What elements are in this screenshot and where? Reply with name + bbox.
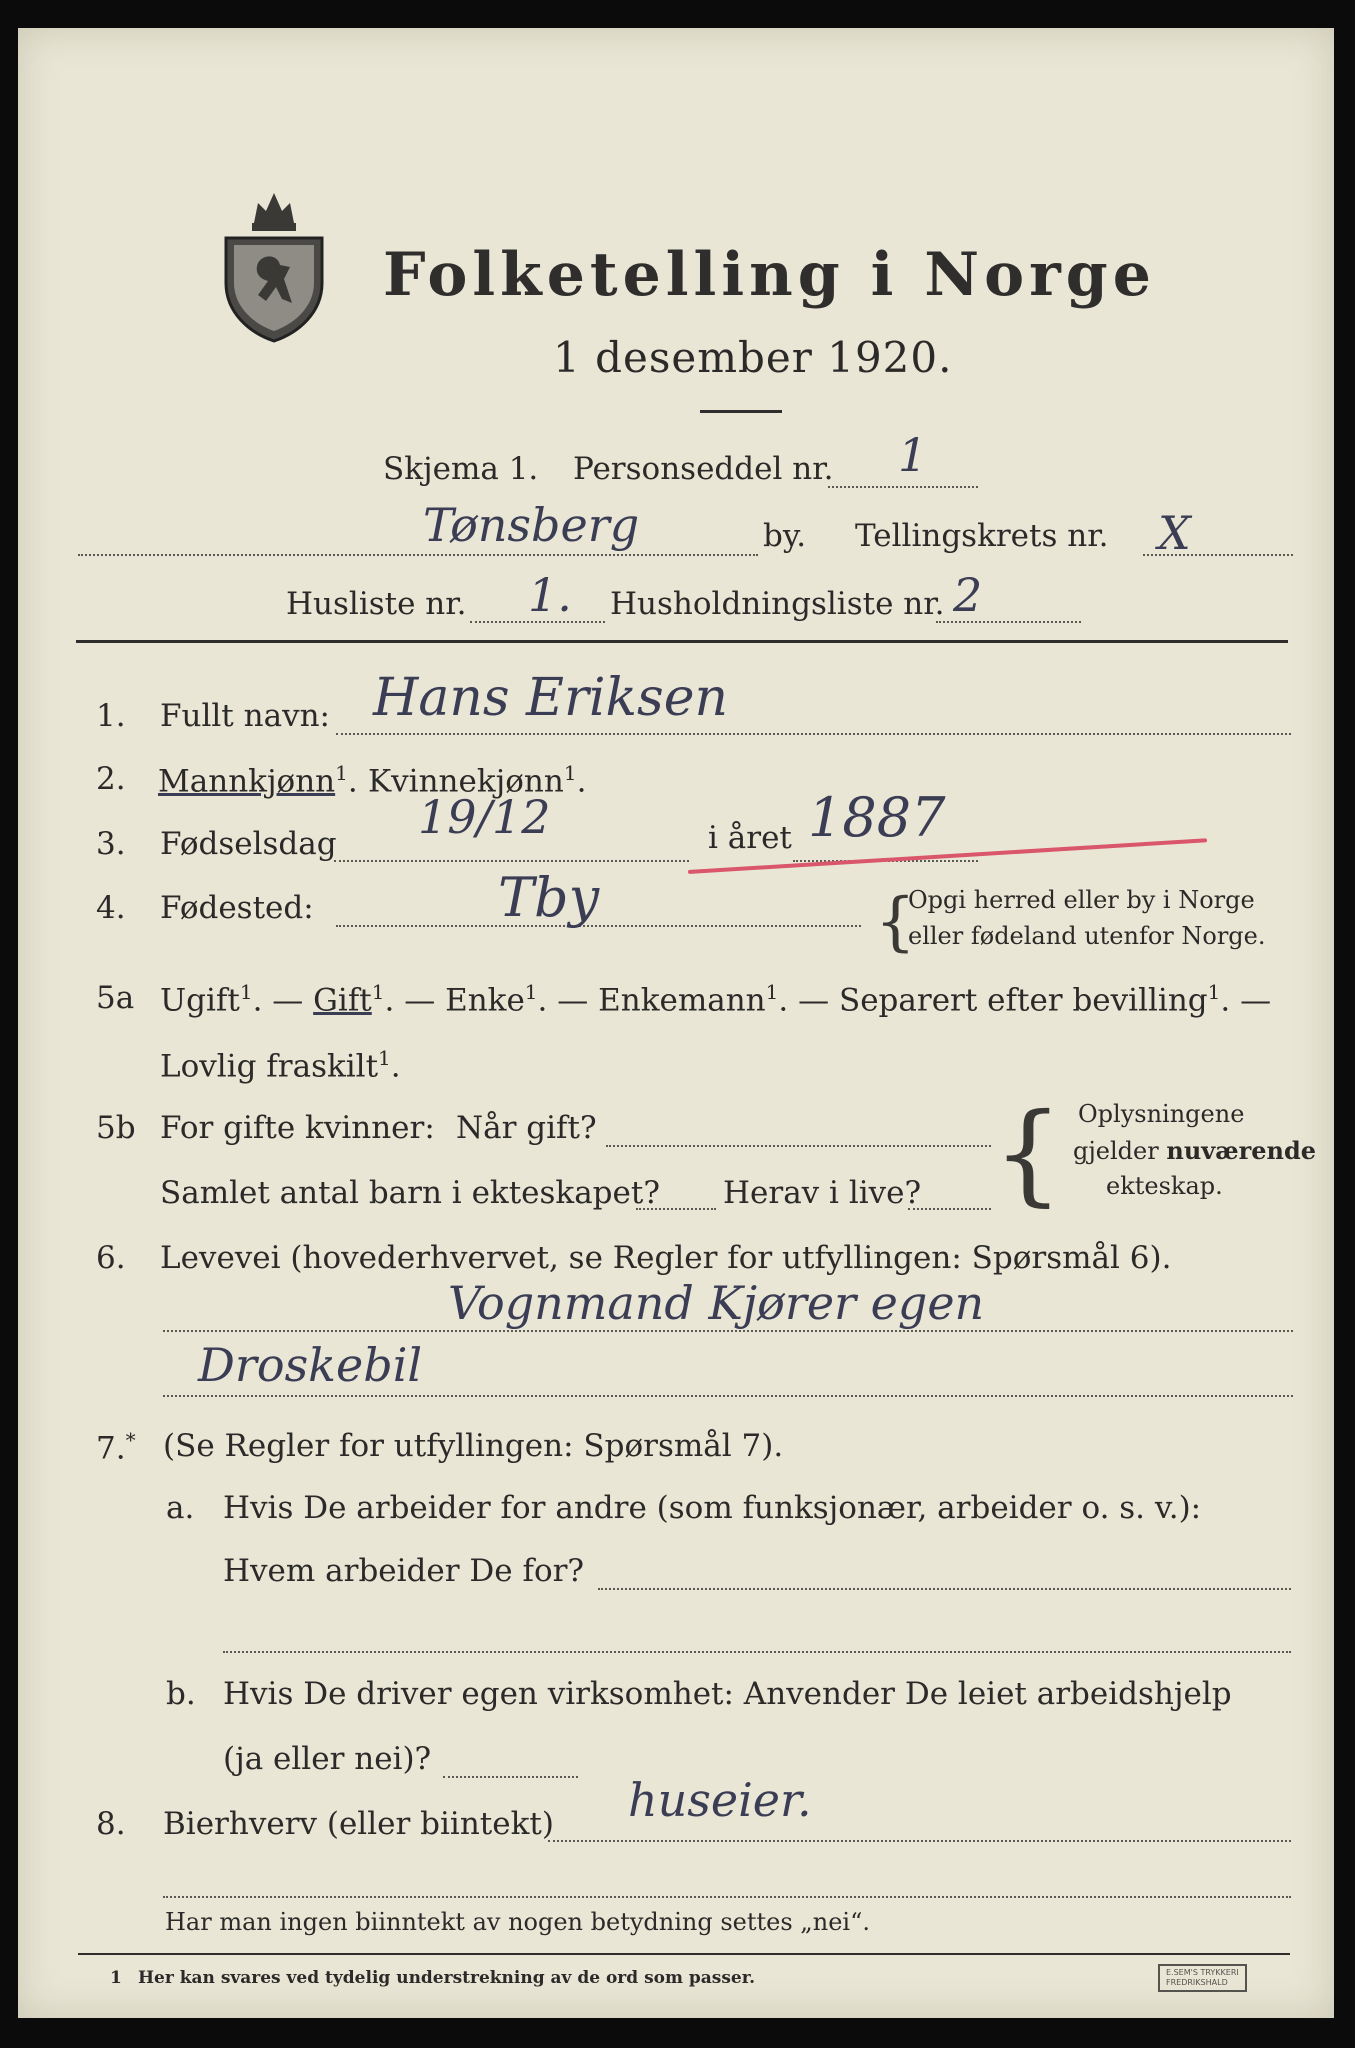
q7a-line-1: [598, 1588, 1291, 1590]
q8-number: 8.: [96, 1806, 126, 1842]
q7b-label: Hvis De driver egen virksomhet: Anvender De leiet arbeidshjelp: [223, 1676, 1232, 1712]
q6-number: 6.: [96, 1240, 126, 1276]
q2-kvinnekjonn: Kvinnekjønn$^1$.: [368, 761, 587, 800]
q8-line-1: [548, 1840, 1291, 1842]
q7a-letter: a.: [166, 1490, 195, 1526]
q7-label: (Se Regler for utfyllingen: Spørsmål 7).: [163, 1428, 784, 1464]
skjema-label: Skjema 1.: [383, 451, 539, 487]
q3-birthday-value: 19/12: [418, 790, 551, 844]
q3-year-label: i året: [708, 820, 792, 856]
bottom-note: Har man ingen biinntekt av nogen betydning settes „nei“.: [165, 1908, 870, 1936]
q8-label: Bierhverv (eller biintekt): [163, 1806, 554, 1842]
q2-number: 2.: [96, 761, 126, 797]
q5b-number: 5b: [96, 1110, 136, 1146]
q6-line-2: [163, 1395, 1293, 1397]
q1-label: Fullt navn:: [160, 698, 330, 734]
q4-note-line1: Opgi herred eller by i Norge: [908, 886, 1255, 914]
census-date: 1 desember 1920.: [553, 333, 953, 382]
q7-number: 7.*: [96, 1428, 136, 1467]
q6-occupation-value-1: Vognmand Kjører egen: [448, 1276, 985, 1330]
q6-line-1: [163, 1330, 1293, 1332]
q5b-live-label: Herav i live?: [723, 1175, 922, 1211]
city-value: Tønsberg: [423, 498, 640, 552]
q5a-fraskilt: Lovlig fraskilt$^1$.: [160, 1046, 401, 1085]
q4-number: 4.: [96, 890, 126, 926]
q5b-note-brace: {: [993, 1089, 1063, 1217]
title-divider: [700, 410, 782, 413]
city-line: [78, 554, 758, 556]
q8-line-2: [163, 1896, 1291, 1898]
husliste-label: Husliste nr.: [286, 586, 467, 622]
q5b-label: For gifte kvinner:: [160, 1110, 435, 1146]
q4-note-brace: {: [875, 885, 916, 959]
q5b-live-line: [908, 1208, 991, 1210]
q7a-line-2: [223, 1651, 1291, 1653]
q1-line: [336, 733, 1291, 735]
footnote-divider: [78, 1953, 1290, 1955]
q8-side-income-value: huseier.: [628, 1773, 812, 1827]
q1-full-name-value: Hans Eriksen: [373, 668, 728, 728]
q5b-note-line1: Oplysningene: [1078, 1100, 1245, 1128]
q3-number: 3.: [96, 826, 126, 862]
husholdning-label: Husholdningsliste nr.: [610, 586, 945, 622]
q3-year-value: 1887: [808, 786, 946, 849]
q5b-naar-gift-label: Når gift?: [456, 1110, 597, 1146]
q6-label: Levevei (hovederhvervet, se Regler for utfyllingen: Spørsmål 6).: [160, 1240, 1172, 1276]
q7b-question: (ja eller nei)?: [223, 1741, 432, 1777]
q5b-barn-label: Samlet antal barn i ekteskapet?: [160, 1175, 660, 1211]
q3-line: [334, 860, 689, 862]
q7a-label: Hvis De arbeider for andre (som funksjonær, arbeider o. s. v.):: [223, 1490, 1202, 1526]
husliste-value: 1.: [528, 568, 572, 622]
q4-note-line2: eller fødeland utenfor Norge.: [908, 922, 1266, 950]
census-form-sheet: [18, 28, 1334, 2018]
q5b-note-line3: ekteskap.: [1106, 1172, 1223, 1200]
q4-birthplace-value: Tby: [498, 866, 600, 929]
q5a-number: 5a: [96, 980, 135, 1016]
header-divider: [76, 640, 1288, 643]
personseddel-label: Personseddel nr.: [573, 451, 834, 487]
q7b-line: [443, 1776, 578, 1778]
q5b-note-line2: gjelder nuværende: [1073, 1136, 1317, 1165]
tellingskrets-label: Tellingskrets nr.: [855, 518, 1109, 554]
personseddel-line: [828, 486, 978, 488]
q7b-letter: b.: [166, 1676, 196, 1712]
q7a-question: Hvem arbeider De for?: [223, 1553, 585, 1589]
personseddel-value: 1: [898, 428, 928, 482]
coat-of-arms-icon: [218, 183, 330, 347]
printer-stamp: E.SEM'S TRYKKERI FREDRIKSHALD: [1158, 1964, 1247, 1992]
form-title: Folketelling i Norge: [383, 240, 1156, 310]
husholdning-value: 2: [953, 568, 983, 622]
by-label: by.: [763, 518, 807, 554]
q5b-naar-gift-line: [606, 1145, 991, 1147]
q1-number: 1.: [96, 698, 126, 734]
q3-label: Fødselsdag: [160, 826, 337, 862]
tellingskrets-value: X: [1158, 506, 1191, 560]
q5b-barn-line: [636, 1208, 716, 1210]
q2-mannkjonn: Mannkjønn$^1$.: [158, 761, 358, 800]
footnote-text: Her kan svares ved tydelig understrekning av de ord som passer.: [138, 1968, 756, 1988]
q5a-options: Ugift$^1$. — Gift$^1$. — Enke$^1$. — Enkemann$^1$. — Separert efter bevilling$^1$. —: [160, 980, 1272, 1019]
q4-label: Fødested:: [160, 890, 314, 926]
q6-occupation-value-2: Droskebil: [198, 1338, 423, 1392]
footnote-mark: 1: [110, 1968, 122, 1988]
